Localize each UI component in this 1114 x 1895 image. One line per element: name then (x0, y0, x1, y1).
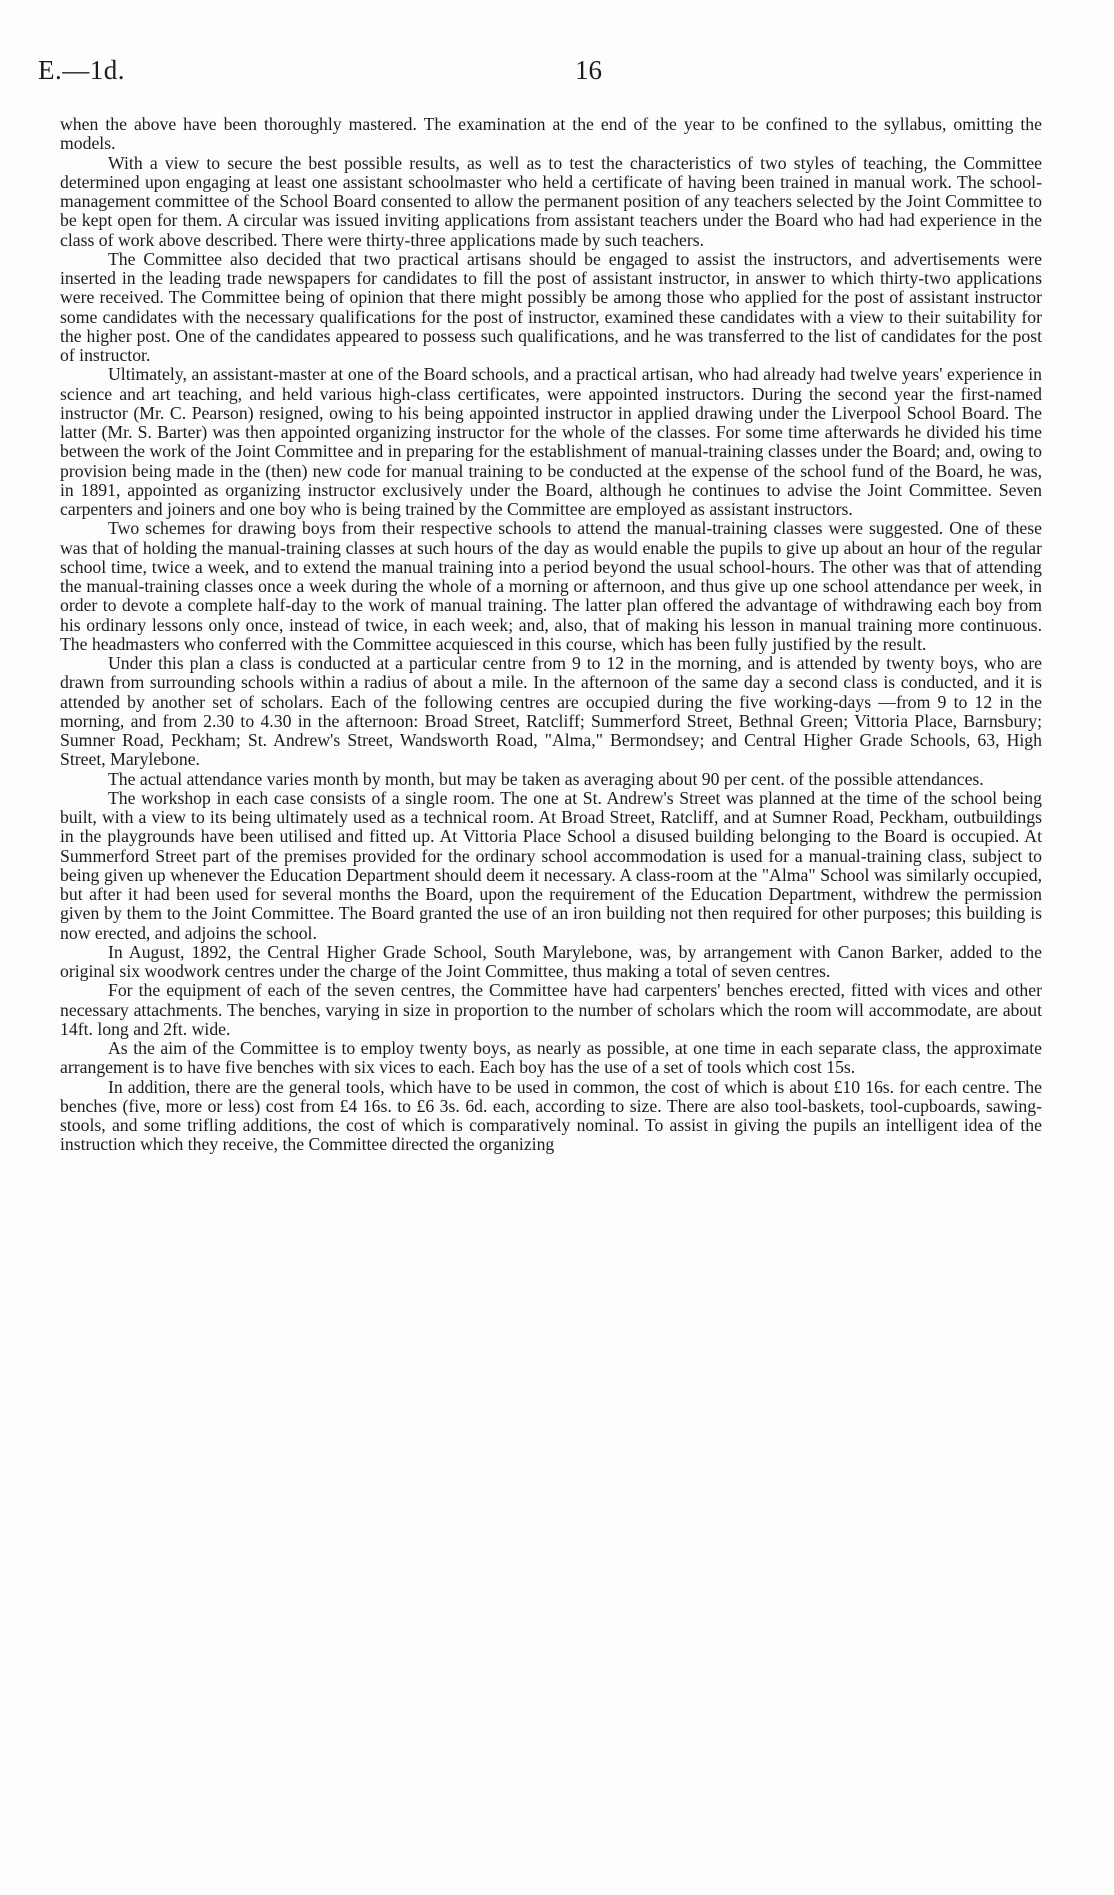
paragraph: For the equipment of each of the seven centres, the Committee have had carpenters' benches erected, fitted with vices and other necessary attachments. The benches, varying in size in proportion to the number of scholars which the room will accommodate, are about 14ft. long and 2ft. wide. (60, 980, 1042, 1039)
document-code: E.—1d. (38, 55, 125, 85)
paragraph: The actual attendance varies month by month, but may be taken as averaging about 90 per cent. of the possible attendances. (108, 768, 984, 789)
paragraph: Ultimately, an assistant-master at one of the Board schools, and a practical artisan, who had already had twelve years' experience in science and art teaching, and held various high-class certificates, were appointed instructors. During the second year the first-named instructor (Mr. C. Pearson) resigned, owing to his being appointed instructor in applied drawing under the Liverpool School Board. The latter (Mr. S. Barter) was then appointed organizing instructor for the whole of the classes. For some time afterwards he divided his time between the work of the Joint Committee and in preparing for the establishment of manual-training classes under the Board; and, owing to provision being made in the (then) new code for manual training to be conducted at the expense of the school fund of the Board, he was, in 1891, appointed as organizing instructor exclusively under the Board, although he continues to advise the Joint Committee. Seven carpenters and joiners and one boy who is being trained by the Committee are employed as assistant instructors. (60, 364, 1042, 519)
paragraph: The workshop in each case consists of a single room. The one at St. Andrew's Street was planned at the time of the school being built, with a view to its being ultimately used as a technical room. At Broad Street, Ratcliff, and at Sumner Road, Peckham, outbuildings in the playgrounds have been utilised and fitted up. At Vittoria Place School a disused building belonging to the Board is occupied. At Summerford Street part of the premises provided for the ordinary school accommodation is used for a manual-training class, subject to being given up whenever the Education Department should deem it necessary. A class-room at the "Alma" School was similarly occupied, but after it had been used for several months the Board, upon the requirement of the Education Department, withdrew the permission given by them to the Joint Committee. The Board granted the use of an iron building not then required for other purposes; this building is now erected, and adjoins the school. (60, 787, 1042, 943)
paragraph: In August, 1892, the Central Higher Grade School, South Marylebone, was, by arrangement with Canon Barker, added to the original six woodwork centres under the charge of the Joint Committee, thus making a total of seven centres. (60, 941, 1042, 981)
paragraph: The Committee also decided that two practical artisans should be engaged to assist the instructors, and advertisements were inserted in the leading trade newspapers for candidates to fill the post of assistant instructor, in answer to which thirty-two applications were received. The Committee being of opinion that there might possibly be among those who applied for the post of assistant instructor some candidates with the necessary qualifications for the post of instructor, examined these candidates with a view to their suitability for the higher post. One of the candidates appeared to possess such qualifications, and he was transferred to the list of candidates for the post of instructor. (60, 248, 1042, 365)
paragraph: Under this plan a class is conducted at a particular centre from 9 to 12 in the morning, and is attended by twenty boys, who are drawn from surrounding schools within a radius of about a mile. In the afternoon of the same day a second class is conducted, and it is attended by another set of scholars. Each of the following centres are occupied during the five working-days —from 9 to 12 in the morning, and from 2.30 to 4.30 in the afternoon: Broad Street, Ratcliff; Summerford Street, Bethnal Green; Vittoria Place, Barnsbury; Sumner Road, Peckham; St. Andrew's Street, Wandsworth Road, "Alma," Bermondsey; and Central Higher Grade Schools, 63, High Street, Marylebone. (60, 653, 1042, 770)
body-text (60, 115, 1042, 1155)
paragraph: when the above have been thoroughly mastered. The examination at the end of the year to be confined to the syllabus, omitting the models. (60, 114, 1042, 154)
paragraph: As the aim of the Committee is to employ twenty boys, as nearly as possible, at one time in each separate class, the approximate arrangement is to have five benches with six vices to each. Each boy has the use of a set of tools which cost 15s. (60, 1038, 1042, 1078)
paragraph: In addition, there are the general tools, which have to be used in common, the cost of which is about £10 16s. for each centre. The benches (five, more or less) cost from £4 16s. to £6 3s. 6d. each, according to size. There are also tool-baskets, tool-cupboards, sawing-stools, and some trifling additions, the cost of which is comparatively nominal. To assist in giving the pupils an intelligent idea of the instruction which they receive, the Committee directed the organizing (60, 1076, 1042, 1155)
paragraph: With a view to secure the best possible results, as well as to test the characteristics of two styles of teaching, the Committee determined upon engaging at least one assistant schoolmaster who held a certificate of having been trained in manual work. The school-management committee of the School Board consented to allow the permanent position of any teachers selected by the Joint Committee to be kept open for them. A circular was issued inviting applications from assistant teachers under the Board who had had experience in the class of work above described. There were thirty-three applications made by such teachers. (60, 152, 1042, 250)
paragraph: Two schemes for drawing boys from their respective schools to attend the manual-training classes were suggested. One of these was that of holding the manual-training classes at such hours of the day as would enable the pupils to give up about an hour of the regular school time, twice a week, and to extend the manual training into a period beyond the usual school-hours. The other was that of attending the manual-training classes once a week during the whole of a morning or afternoon, and thus give up one school attendance per week, in order to devote a complete half-day to the work of manual training. The latter plan offered the advantage of withdrawing each boy from his ordinary lessons only once, instead of twice, in each week; and, also, that of making his lesson in manual training more continuous. The headmasters who conferred with the Committee acquiesced in this course, which has been fully justified by the result. (60, 518, 1042, 654)
page-number: 16 (575, 55, 602, 85)
